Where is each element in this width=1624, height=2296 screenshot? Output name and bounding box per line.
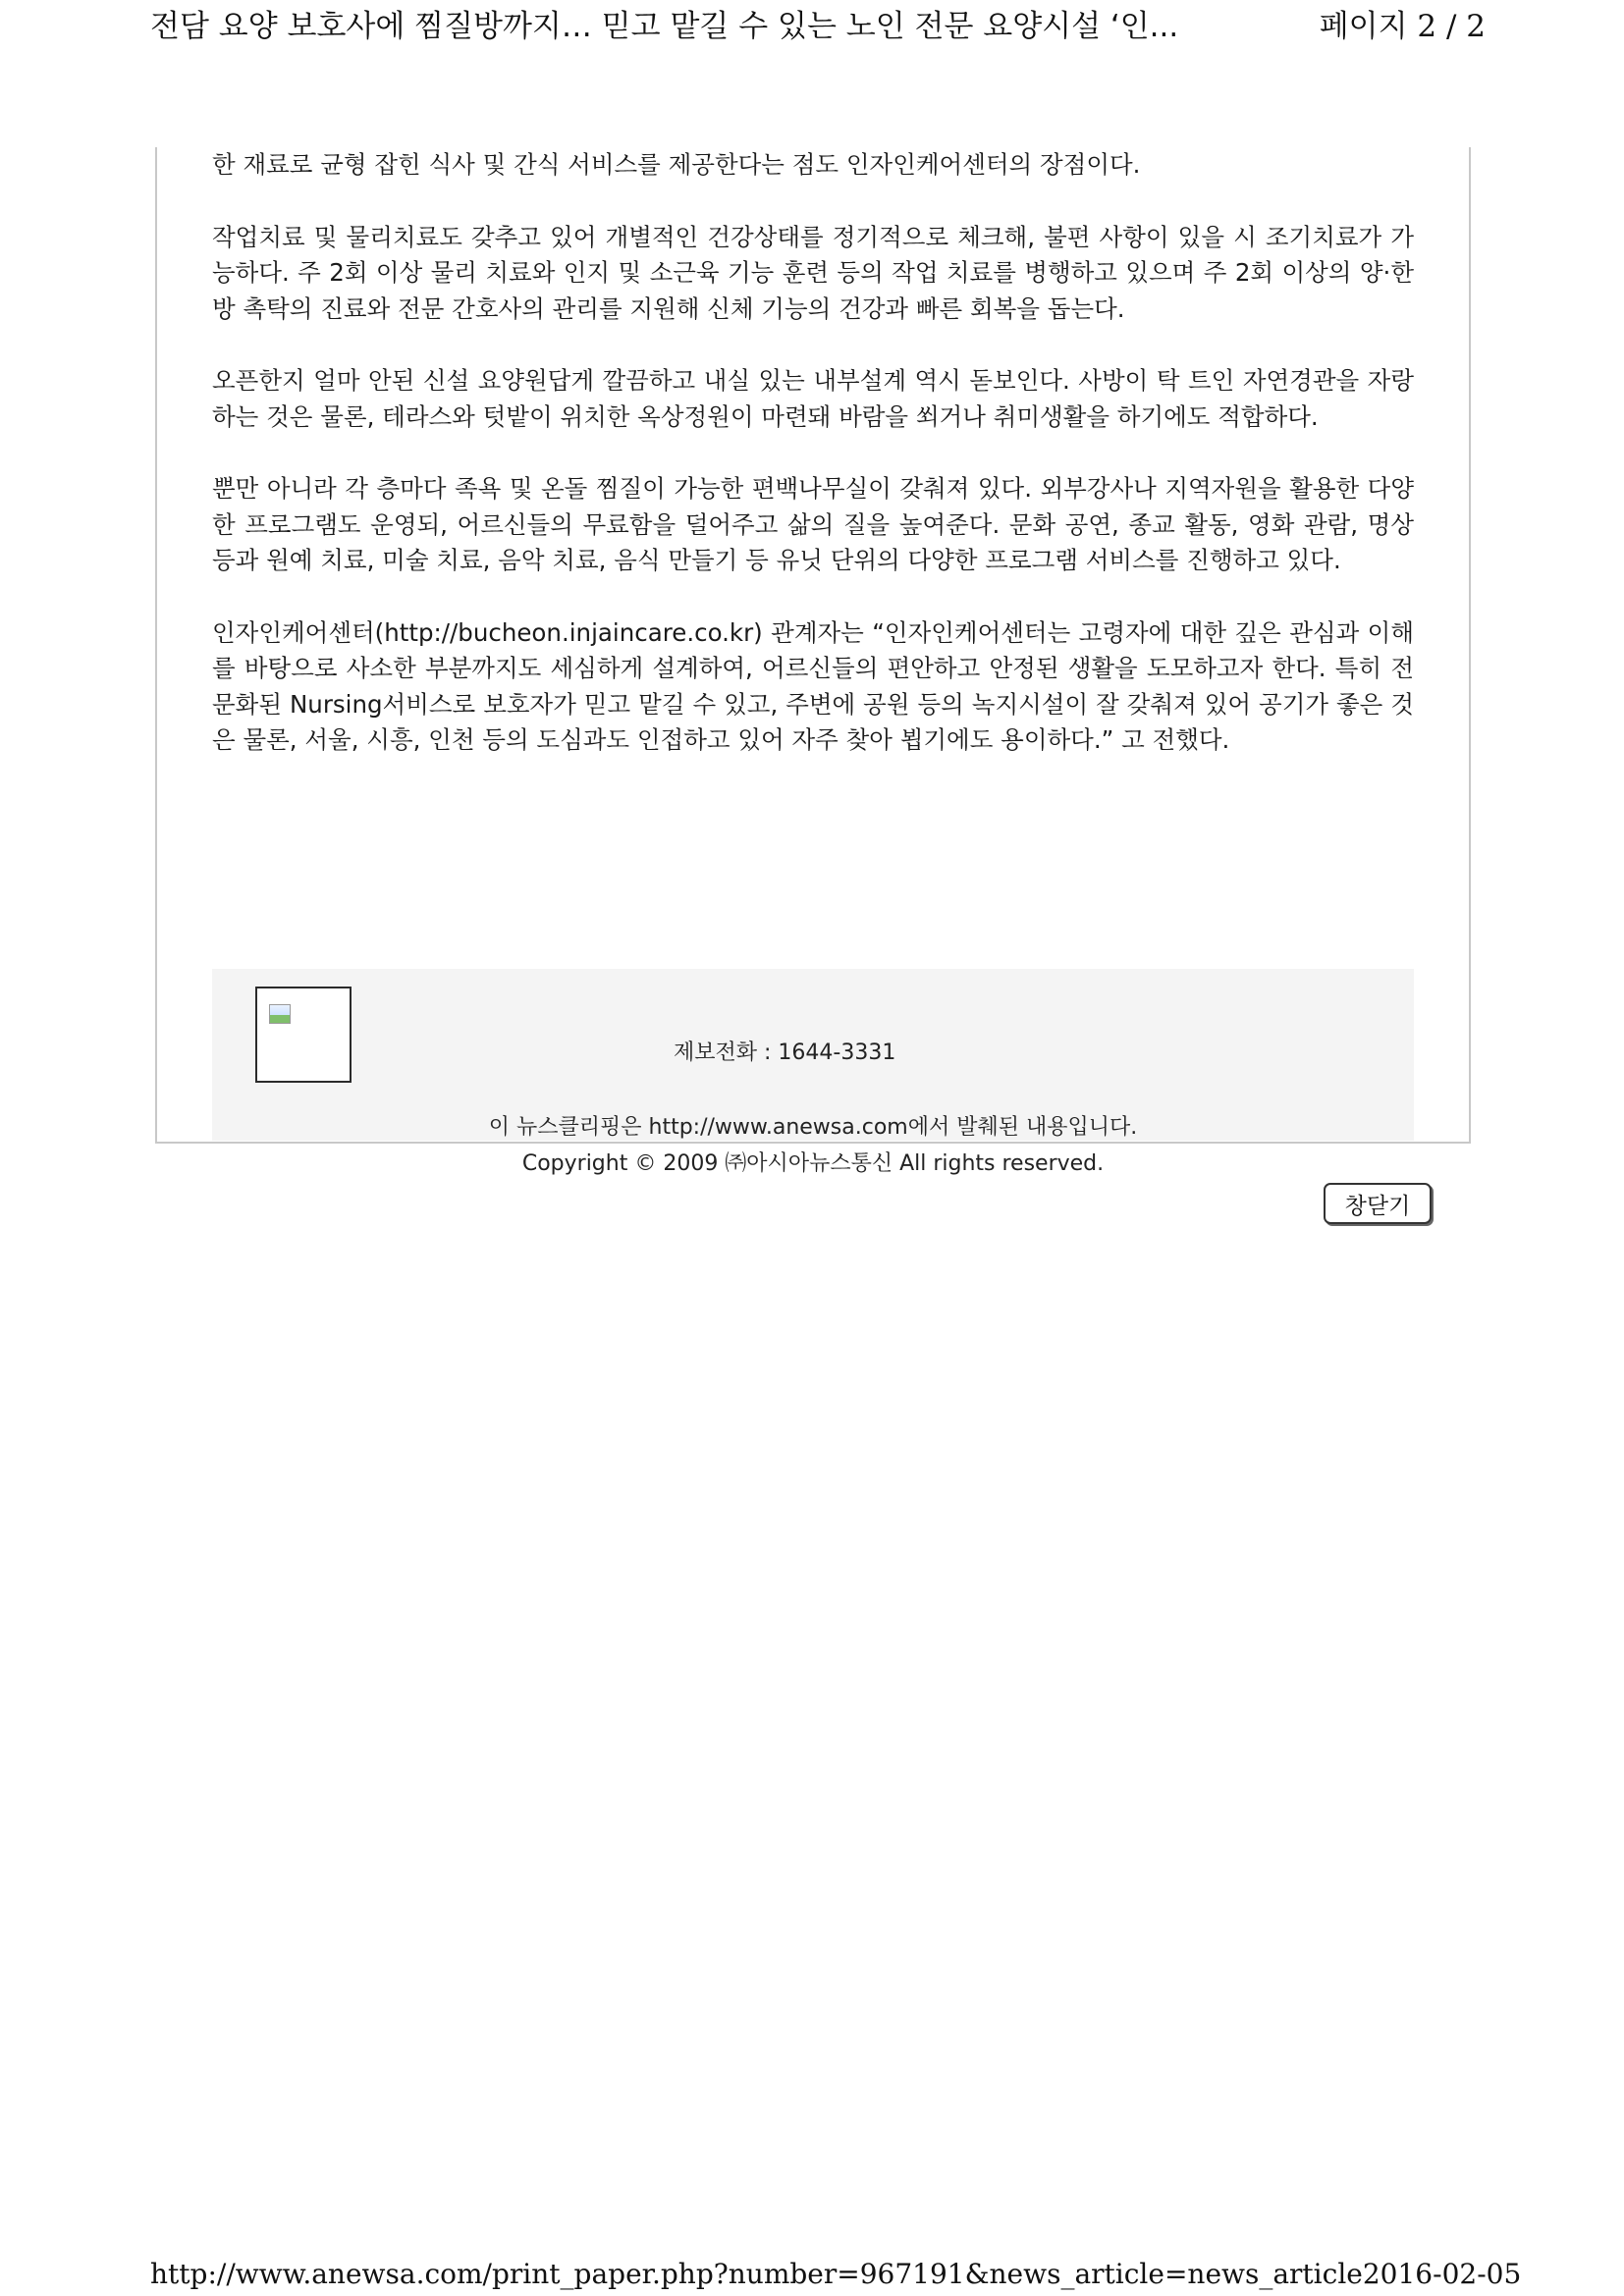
print-date: 2016-02-05 (1362, 2258, 1522, 2290)
close-window-button[interactable]: 창닫기 (1324, 1183, 1432, 1224)
copyright: Copyright © 2009 ㈜아시아뉴스통신 All rights reserved. (521, 1151, 1105, 1176)
article-paragraph: 오픈한지 얼마 안된 신설 요양원답게 깔끔하고 내실 있는 내부설계 역시 돋보인다. 사방이 탁 트인 자연경관을 자랑하는 것은 물론, 테라스와 텃밭이 위치한 옥상정원이 마련돼 바람을 쐬거나 취미생활을 하기에도 적합하다. (212, 366, 1414, 431)
article-body (212, 147, 1414, 795)
page-number: 2 / 2 (1417, 8, 1486, 44)
broken-image-icon (269, 1004, 291, 1024)
print-header (150, 0, 1486, 45)
article-paragraph: 인자인케어센터(http://bucheon.injaincare.co.kr) 관계자는 “인자인케어센터는 고령자에 대한 깊은 관심과 이해를 바탕으로 사소한 부분까지도 세심하게 설계하여, 어르신들의 편안하고 안정된 생활을 도모하고자 한다. 특히 전문화된 Nursing서비스로 보호자가 믿고 맡길 수 있고, 주변에 공원 등의 녹지시설이 잘 갖춰져 있어 공기가 좋은 것은 물론, 서울, 시흥, 인천 등의 도심과도 인접하고 있어 자주 찾아 뵙기에도 용이하다.” 고 전했다. (212, 617, 1414, 754)
print-page-indicator (1320, 1, 1486, 45)
tip-phone: 제보전화 : 1644-3331 (674, 1041, 896, 1065)
reporter-photo (255, 987, 352, 1083)
source-note: 이 뉴스클리핑은 http://www.anewsa.com에서 발췌된 내용입니다. (488, 1115, 1138, 1140)
article-paragraph: 한 재료로 균형 잡힌 식사 및 간식 서비스를 제공한다는 점도 인자인케어센터의 장점이다. (212, 150, 1141, 179)
article-paragraph: 작업치료 및 물리치료도 갖추고 있어 개별적인 건강상태를 정기적으로 체크해, 불편 사항이 있을 시 조기치료가 가능하다. 주 2회 이상 물리 치료와 인지 및 소근육 기능 훈련 등의 작업 치료를 병행하고 있으며 주 2회 이상의 양·한방 촉탁의 진료와 전문 간호사의 관리를 지원해 신체 기능의 건강과 빠른 회복을 돕는다. (212, 222, 1414, 323)
article-footer-box (212, 969, 1414, 1141)
print-url: http://www.anewsa.com/print_paper.php?number=967191&news_article=news_article (150, 2258, 1363, 2290)
print-page-title: 전담 요양 보호사에 찜질방까지… 믿고 맡길 수 있는 노인 전문 요양시설 ‘인... (150, 8, 1179, 44)
page-label: 페이지 (1319, 8, 1408, 44)
print-footer (150, 2258, 1522, 2290)
article-paragraph: 뿐만 아니라 각 층마다 족욕 및 온돌 찜질이 가능한 편백나무실이 갖춰져 있다. 외부강사나 지역자원을 활용한 다양한 프로그램도 운영되, 어르신들의 무료함을 덜어주고 삶의 질을 높여준다. 문화 공연, 종교 활동, 영화 관람, 명상 등과 원예 치료, 미술 치료, 음악 치료, 음식 만들기 등 유닛 단위의 다양한 프로그램 서비스를 진행하고 있다. (212, 474, 1414, 574)
